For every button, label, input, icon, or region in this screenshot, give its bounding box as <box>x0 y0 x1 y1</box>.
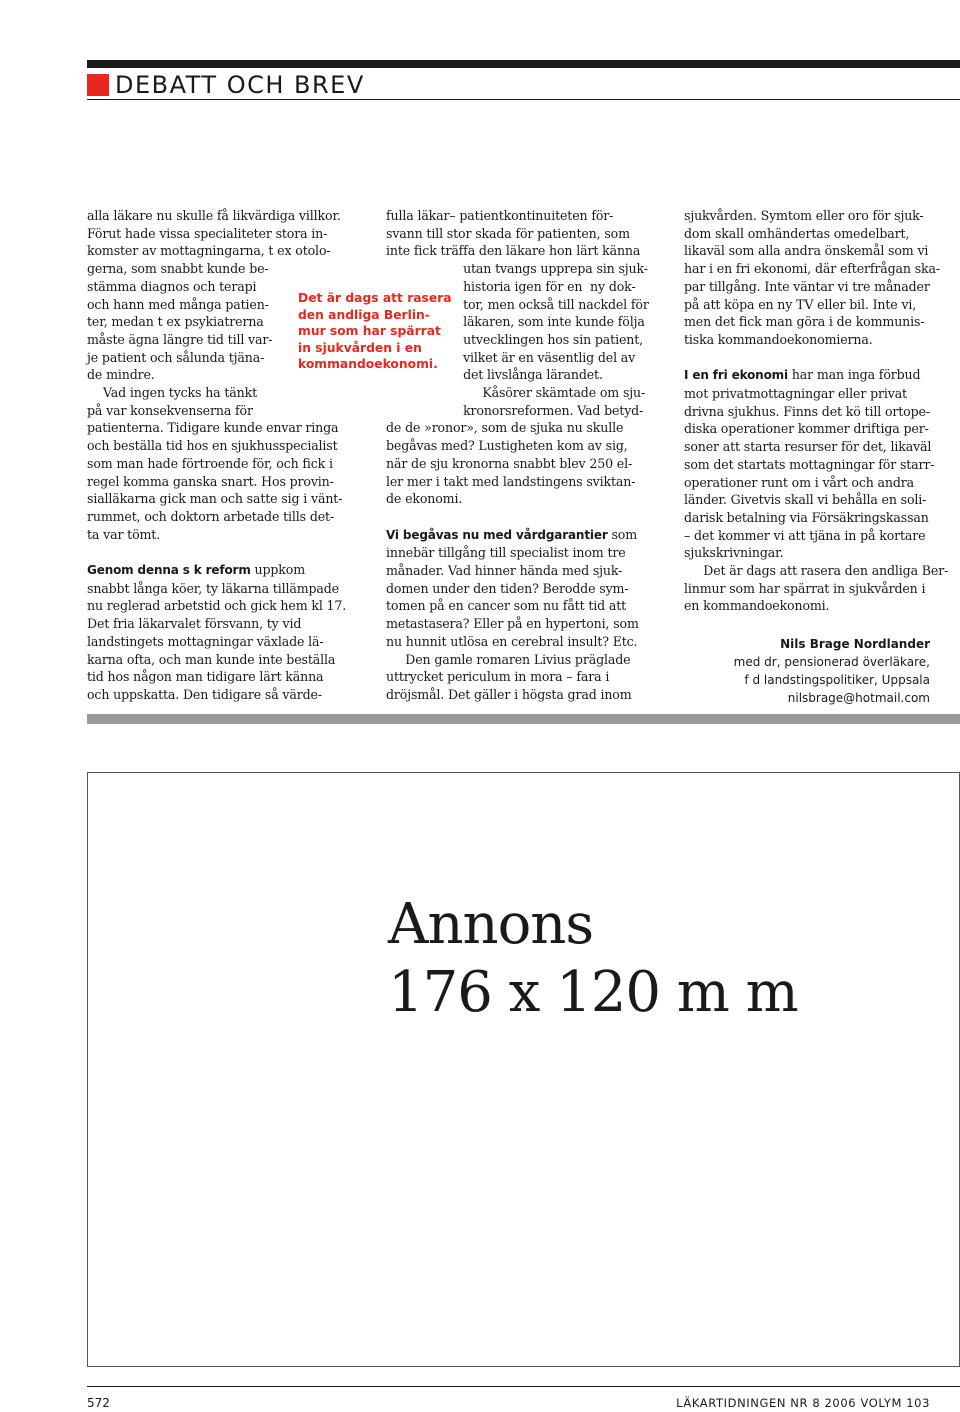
text-line: historia igen för en ny dok- <box>386 278 636 294</box>
paragraph-lead: Genom denna s k reform <box>87 563 251 578</box>
text-line: dröjsmål. Det gäller i högsta grad inom <box>386 686 632 702</box>
col1-para1 <box>87 207 372 543</box>
text-line: I en fri ekonomi har man inga förbud <box>684 367 921 383</box>
text-line: tid hos någon man tidigare lärt känna <box>87 669 324 685</box>
header-rule <box>87 99 960 100</box>
text-line: domen under den tiden? Berodde sym- <box>386 580 629 596</box>
publication-line: LÄKARTIDNINGEN NR 8 2006 VOLYM 103 <box>676 1396 930 1410</box>
page-number: 572 <box>87 1396 110 1410</box>
section-header <box>87 72 365 98</box>
text-line: Genom denna s k reform uppkom <box>87 562 306 578</box>
text-line: linmur som har spärrat in sjukvården i <box>684 580 926 596</box>
text-line: och beställa tid hos en sjukhusspecialist <box>87 438 338 454</box>
col2-para1 <box>386 207 671 508</box>
text-line: på att köpa en ny TV eller bil. Inte vi, <box>684 296 917 312</box>
author-title: med dr, pensionerad överläkare, <box>733 655 930 669</box>
text-line: tiska kommandoekonomierna. <box>684 331 873 347</box>
text-line: soner att starta resurser för det, likaväl <box>684 439 932 455</box>
text-line: som det startats mottagningar för starr- <box>684 456 935 472</box>
text-line: dom skall omhändertas omedelbart, <box>684 225 910 241</box>
text-line: diska operationer kommer driftiga per- <box>684 421 929 437</box>
text-line: – det kommer vi att tjäna in på kortare <box>684 527 926 543</box>
text-line: innebär tillgång till specialist inom tre <box>386 545 626 561</box>
text-line: komster av mottagningarna, t ex otolo- <box>87 243 331 259</box>
text-line: på var konsekvenserna för <box>87 402 253 418</box>
text-line: likaväl som alla andra önskemål som vi <box>684 243 929 259</box>
paragraph-lead: I en fri ekonomi <box>684 368 788 383</box>
author-name: Nils Brage Nordlander <box>780 637 930 651</box>
text-line: snabbt långa köer, ty läkarna tillämpade <box>87 580 339 596</box>
text-line: svann till stor skada för patienten, som <box>386 225 630 241</box>
text-line: regel komma ganska snart. Hos provin- <box>87 473 334 489</box>
text-line: par tillgång. Inte väntar vi tre månader <box>684 278 930 294</box>
text-line: mot privatmottagningar eller privat <box>684 386 907 402</box>
text-line: begåvas med? Lustigheten kom av sig, <box>386 438 628 454</box>
text-line: utvecklingen hos sin patient, <box>386 331 643 347</box>
col1-para2 <box>87 561 372 704</box>
text-line: patienterna. Tidigare kunde envar ringa <box>87 420 339 436</box>
text-line: ler mer i takt med landstingens sviktan- <box>386 473 636 489</box>
text-line: en kommandoekonomi. <box>684 598 830 614</box>
footer-rule <box>87 1386 960 1387</box>
author-signature <box>734 635 930 707</box>
text-line: gerna, som snabbt kunde be- <box>87 261 269 277</box>
text-line: tor, men också till nackdel för <box>386 296 649 312</box>
article-column-1 <box>87 207 372 704</box>
text-line: månader. Vad hinner hända med sjuk- <box>386 563 623 579</box>
top-rule <box>87 60 960 68</box>
text-line: har i en fri ekonomi, där efterfrågan ska- <box>684 261 940 277</box>
text-line: de de »ronor», som de sjuka nu skulle <box>386 420 624 436</box>
text-line: Vad ingen tycks ha tänkt <box>103 385 257 401</box>
text-line: Kåsörer skämtade om sju- <box>386 385 646 401</box>
text-line: vilket är en väsentlig del av <box>386 349 636 365</box>
article-column-3 <box>684 207 954 615</box>
text-line: utan tvangs upprepa sin sjuk- <box>386 261 648 277</box>
text-line: ta var tömt. <box>87 526 161 542</box>
col2-para2 <box>386 526 671 704</box>
text-line: darisk betalning via Försäkringskassan <box>684 509 929 525</box>
text-line: men det fick man göra i de kommunis- <box>684 314 925 330</box>
text-line: nu hunnit utlösa en cerebral insult? Etc. <box>386 633 638 649</box>
text-line: landstingets mottagningar växlade lä- <box>87 633 324 649</box>
text-line: läkaren, som inte kunde följa <box>386 314 645 330</box>
text-line: de mindre. <box>87 367 155 383</box>
text-line: drivna sjukhus. Finns det kö till ortope- <box>684 403 930 419</box>
text-line: när de sju kronorna snabbt blev 250 el- <box>386 455 633 471</box>
text-line: karna ofta, och man kunde inte beställa <box>87 651 336 667</box>
text-line: tomen på en cancer som nu fått tid att <box>386 598 627 614</box>
ad-label: Annons <box>388 892 594 957</box>
pull-quote: Det är dags att rasera den andliga Berlin- mur som har spärrat in sjukvården i en kommandoekonomi. <box>298 291 452 371</box>
text-line: som man hade förtroende för, och fick i <box>87 455 333 471</box>
text-line: och uppskatta. Den tidigare så värde- <box>87 686 322 702</box>
text-line: Den gamle romaren Livius präglade <box>386 651 631 667</box>
col3-para2 <box>684 366 954 615</box>
text-line: Förut hade vissa specialiteter stora in- <box>87 225 328 241</box>
text-line: fulla läkar– patientkontinuiteten för- <box>386 208 614 223</box>
paragraph-lead: Vi begåvas nu med vårdgarantier <box>386 527 608 542</box>
text-line: Det fria läkarvalet försvann, ty vid <box>87 616 302 632</box>
text-line: och hann med många patien- <box>87 296 269 312</box>
text-line: metastasera? Eller på en hypertoni, som <box>386 616 639 632</box>
text-line: sjukvården. Symtom eller oro för sjuk- <box>684 208 924 223</box>
text-line: länder. Givetvis skall vi behålla en soli- <box>684 492 927 508</box>
text-line: Vi begåvas nu med vårdgarantier som <box>386 526 638 542</box>
col3-para1 <box>684 207 954 349</box>
section-title: DEBATT OCH BREV <box>115 71 365 99</box>
text-line: sialläkarna gick man och satte sig i vänt- <box>87 491 343 507</box>
text-line: nu reglerad arbetstid och gick hem kl 17. <box>87 598 347 614</box>
ad-placeholder-box <box>87 772 960 1367</box>
text-line: de ekonomi. <box>386 491 463 507</box>
ad-placeholder-text <box>388 891 798 1027</box>
separator-band <box>87 714 960 724</box>
text-line: alla läkare nu skulle få likvärdiga villkor. <box>87 208 341 223</box>
text-line: inte fick träffa den läkare hon lärt känna <box>386 243 641 259</box>
text-line: stämma diagnos och terapi <box>87 278 257 294</box>
text-line: operationer runt om i vårt och andra <box>684 474 915 490</box>
text-line: det livslånga lärandet. <box>386 367 603 383</box>
text-line: ter, medan t ex psykiatrerna <box>87 314 264 330</box>
text-line: måste ägna längre tid till var- <box>87 331 273 347</box>
section-marker-square <box>87 74 109 96</box>
author-affiliation: f d landstingspolitiker, Uppsala <box>744 673 930 687</box>
text-line: je patient och sålunda tjäna- <box>87 349 265 365</box>
article-column-2 <box>386 207 671 704</box>
text-line: kronorsreformen. Vad betyd- <box>386 402 644 418</box>
text-line: rummet, och doktorn arbetade tills det- <box>87 508 335 524</box>
author-email: nilsbrage@hotmail.com <box>787 691 930 705</box>
text-line: uttrycket periculum in mora – fara i <box>386 669 610 685</box>
text-line: Det är dags att rasera den andliga Ber- <box>684 563 949 579</box>
ad-size: 176 x 120 m m <box>388 960 798 1025</box>
text-line: sjukskrivningar. <box>684 545 784 561</box>
